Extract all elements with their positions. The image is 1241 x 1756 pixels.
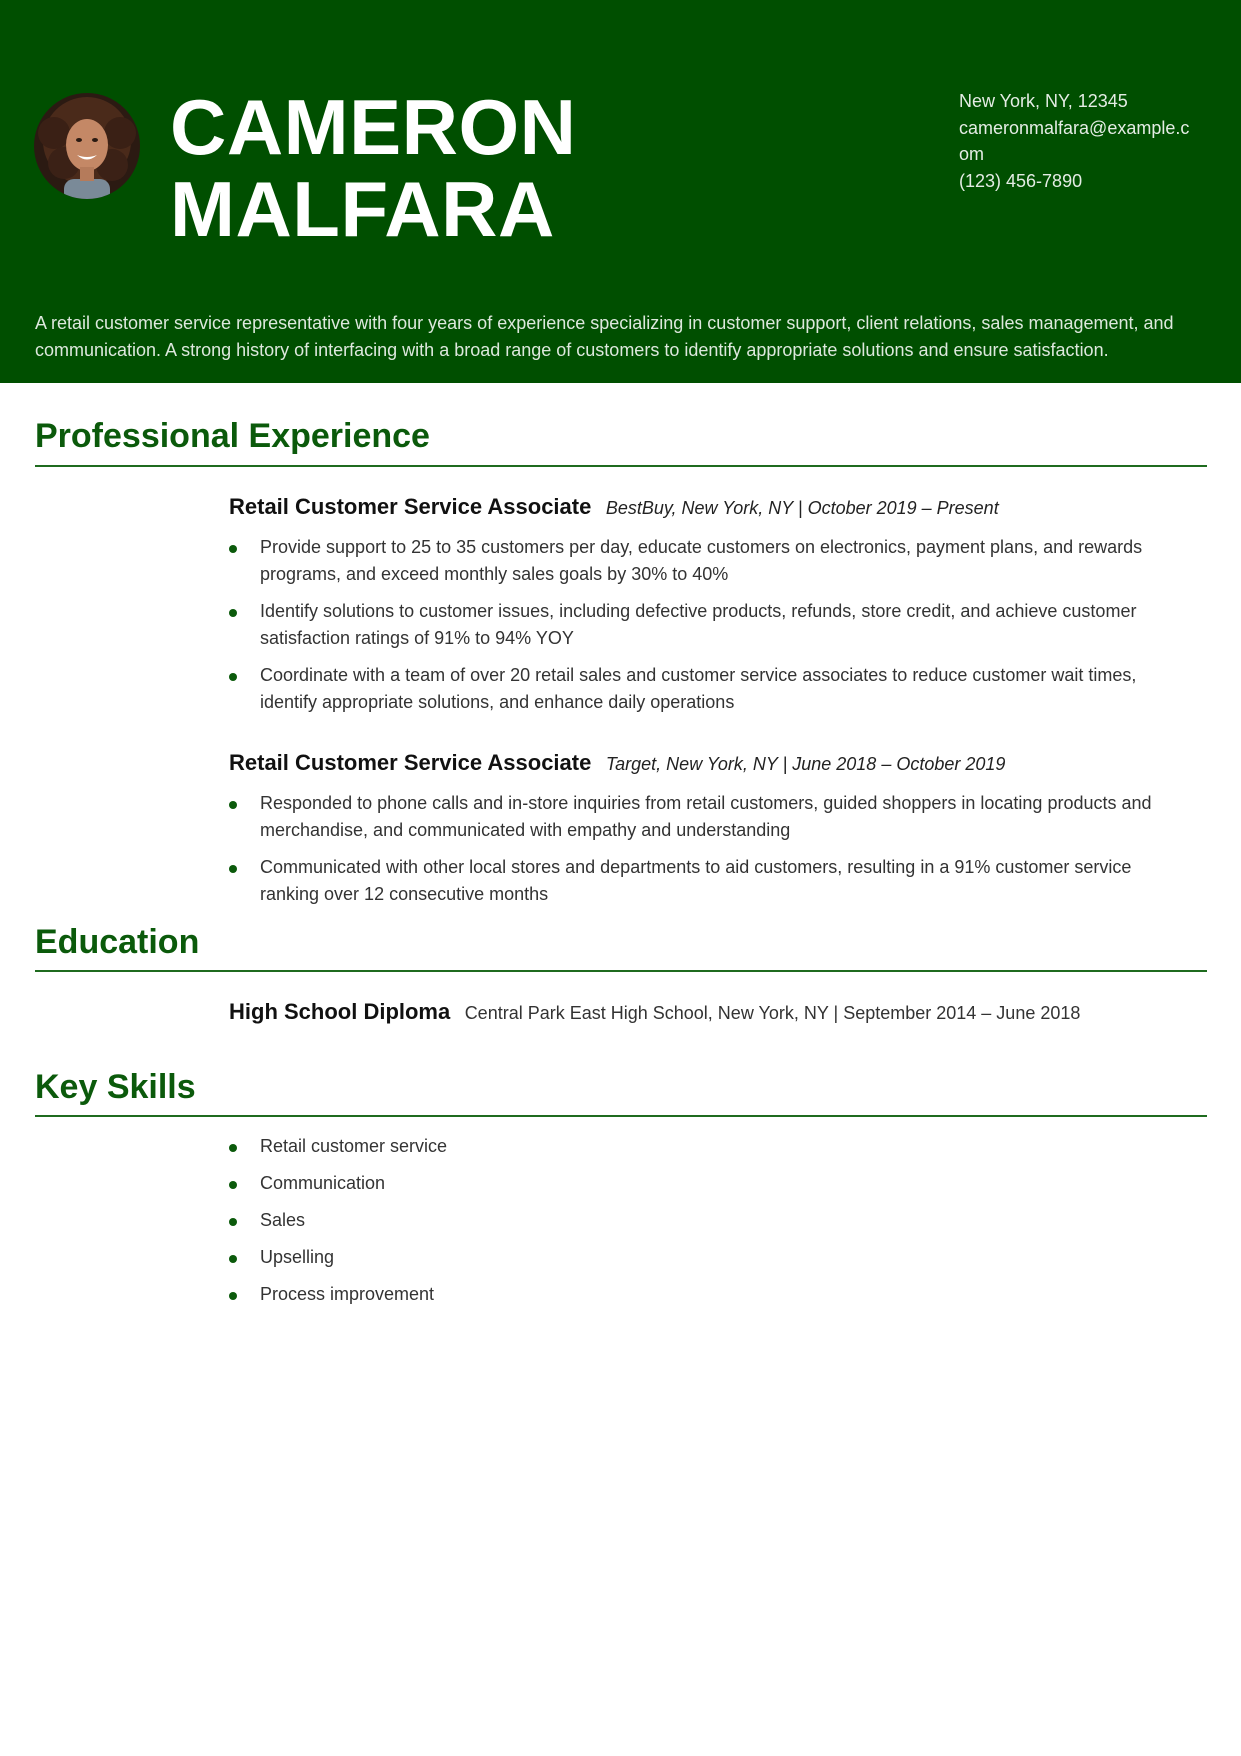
job-bullets bbox=[229, 534, 1189, 726]
bullet-icon bbox=[229, 1181, 237, 1189]
section-title-education: Education bbox=[35, 923, 200, 961]
job-title: Retail Customer Service Associate bbox=[229, 494, 592, 519]
bullet-icon bbox=[229, 1218, 237, 1226]
list-item: Identify solutions to customer issues, including defective products, refunds, store credit, and achieve customer satisfaction ratings of 91% to 94% YOY bbox=[229, 598, 1189, 652]
first-name: CAMERON bbox=[170, 83, 577, 171]
bullet-icon bbox=[229, 801, 237, 809]
contact-block bbox=[959, 88, 1199, 194]
job-meta: BestBuy, New York, NY | October 2019 – Present bbox=[605, 498, 999, 518]
job-bullets bbox=[229, 790, 1189, 918]
bullet-icon bbox=[229, 865, 237, 873]
education-meta: Central Park East High School, New York, NY | September 2014 – June 2018 bbox=[464, 1003, 1081, 1023]
bullet-icon bbox=[229, 1292, 237, 1300]
bullet-icon bbox=[229, 1144, 237, 1152]
avatar-photo bbox=[34, 93, 140, 199]
section-divider bbox=[35, 970, 1207, 972]
avatar bbox=[34, 93, 140, 199]
education-entry bbox=[229, 999, 1080, 1025]
list-item: Responded to phone calls and in-store inquiries from retail customers, guided shoppers in locating products and merchandise, and communicated with empathy and understanding bbox=[229, 790, 1189, 844]
job-title: Retail Customer Service Associate bbox=[229, 750, 592, 775]
list-item: Communication bbox=[229, 1170, 1189, 1197]
section-divider bbox=[35, 465, 1207, 467]
section-divider bbox=[35, 1115, 1207, 1117]
list-item: Provide support to 25 to 35 customers per day, educate customers on electronics, payment plans, and rewards programs, and exceed monthly sales goals by 30% to 40% bbox=[229, 534, 1189, 588]
bullet-icon bbox=[229, 545, 237, 553]
list-item: Coordinate with a team of over 20 retail sales and customer service associates to reduce customer wait times, identify appropriate solutions, and enhance daily operations bbox=[229, 662, 1189, 716]
job-header bbox=[229, 494, 999, 520]
bullet-icon bbox=[229, 1255, 237, 1263]
job-meta: Target, New York, NY | June 2018 – October 2019 bbox=[605, 754, 1006, 774]
skills-list bbox=[229, 1133, 1189, 1318]
header-banner bbox=[0, 0, 1241, 383]
list-item: Retail customer service bbox=[229, 1133, 1189, 1160]
list-item: Process improvement bbox=[229, 1281, 1189, 1308]
summary-text: A retail customer service representative with four years of experience specializing in customer support, client relations, sales management, and communication. A strong history of interfacing with a broad range of customers to identify appropriate solutions and ensure satisfaction. bbox=[35, 313, 1174, 360]
job-header bbox=[229, 750, 1005, 776]
contact-phone[interactable]: (123) 456-7890 bbox=[959, 170, 1083, 191]
last-name: MALFARA bbox=[170, 165, 555, 253]
candidate-name bbox=[170, 83, 577, 253]
section-title-skills: Key Skills bbox=[35, 1068, 196, 1106]
contact-email[interactable]: cameronmalfara@example.com bbox=[959, 117, 1190, 164]
contact-location: New York, NY, 12345 bbox=[959, 91, 1128, 111]
bullet-icon bbox=[229, 673, 237, 681]
list-item: Upselling bbox=[229, 1244, 1189, 1271]
section-title-experience: Professional Experience bbox=[35, 417, 430, 455]
list-item: Communicated with other local stores and departments to aid customers, resulting in a 91% customer service ranking over 12 consecutive months bbox=[229, 854, 1189, 908]
degree-title: High School Diploma bbox=[229, 999, 451, 1024]
list-item: Sales bbox=[229, 1207, 1189, 1234]
bullet-icon bbox=[229, 609, 237, 617]
